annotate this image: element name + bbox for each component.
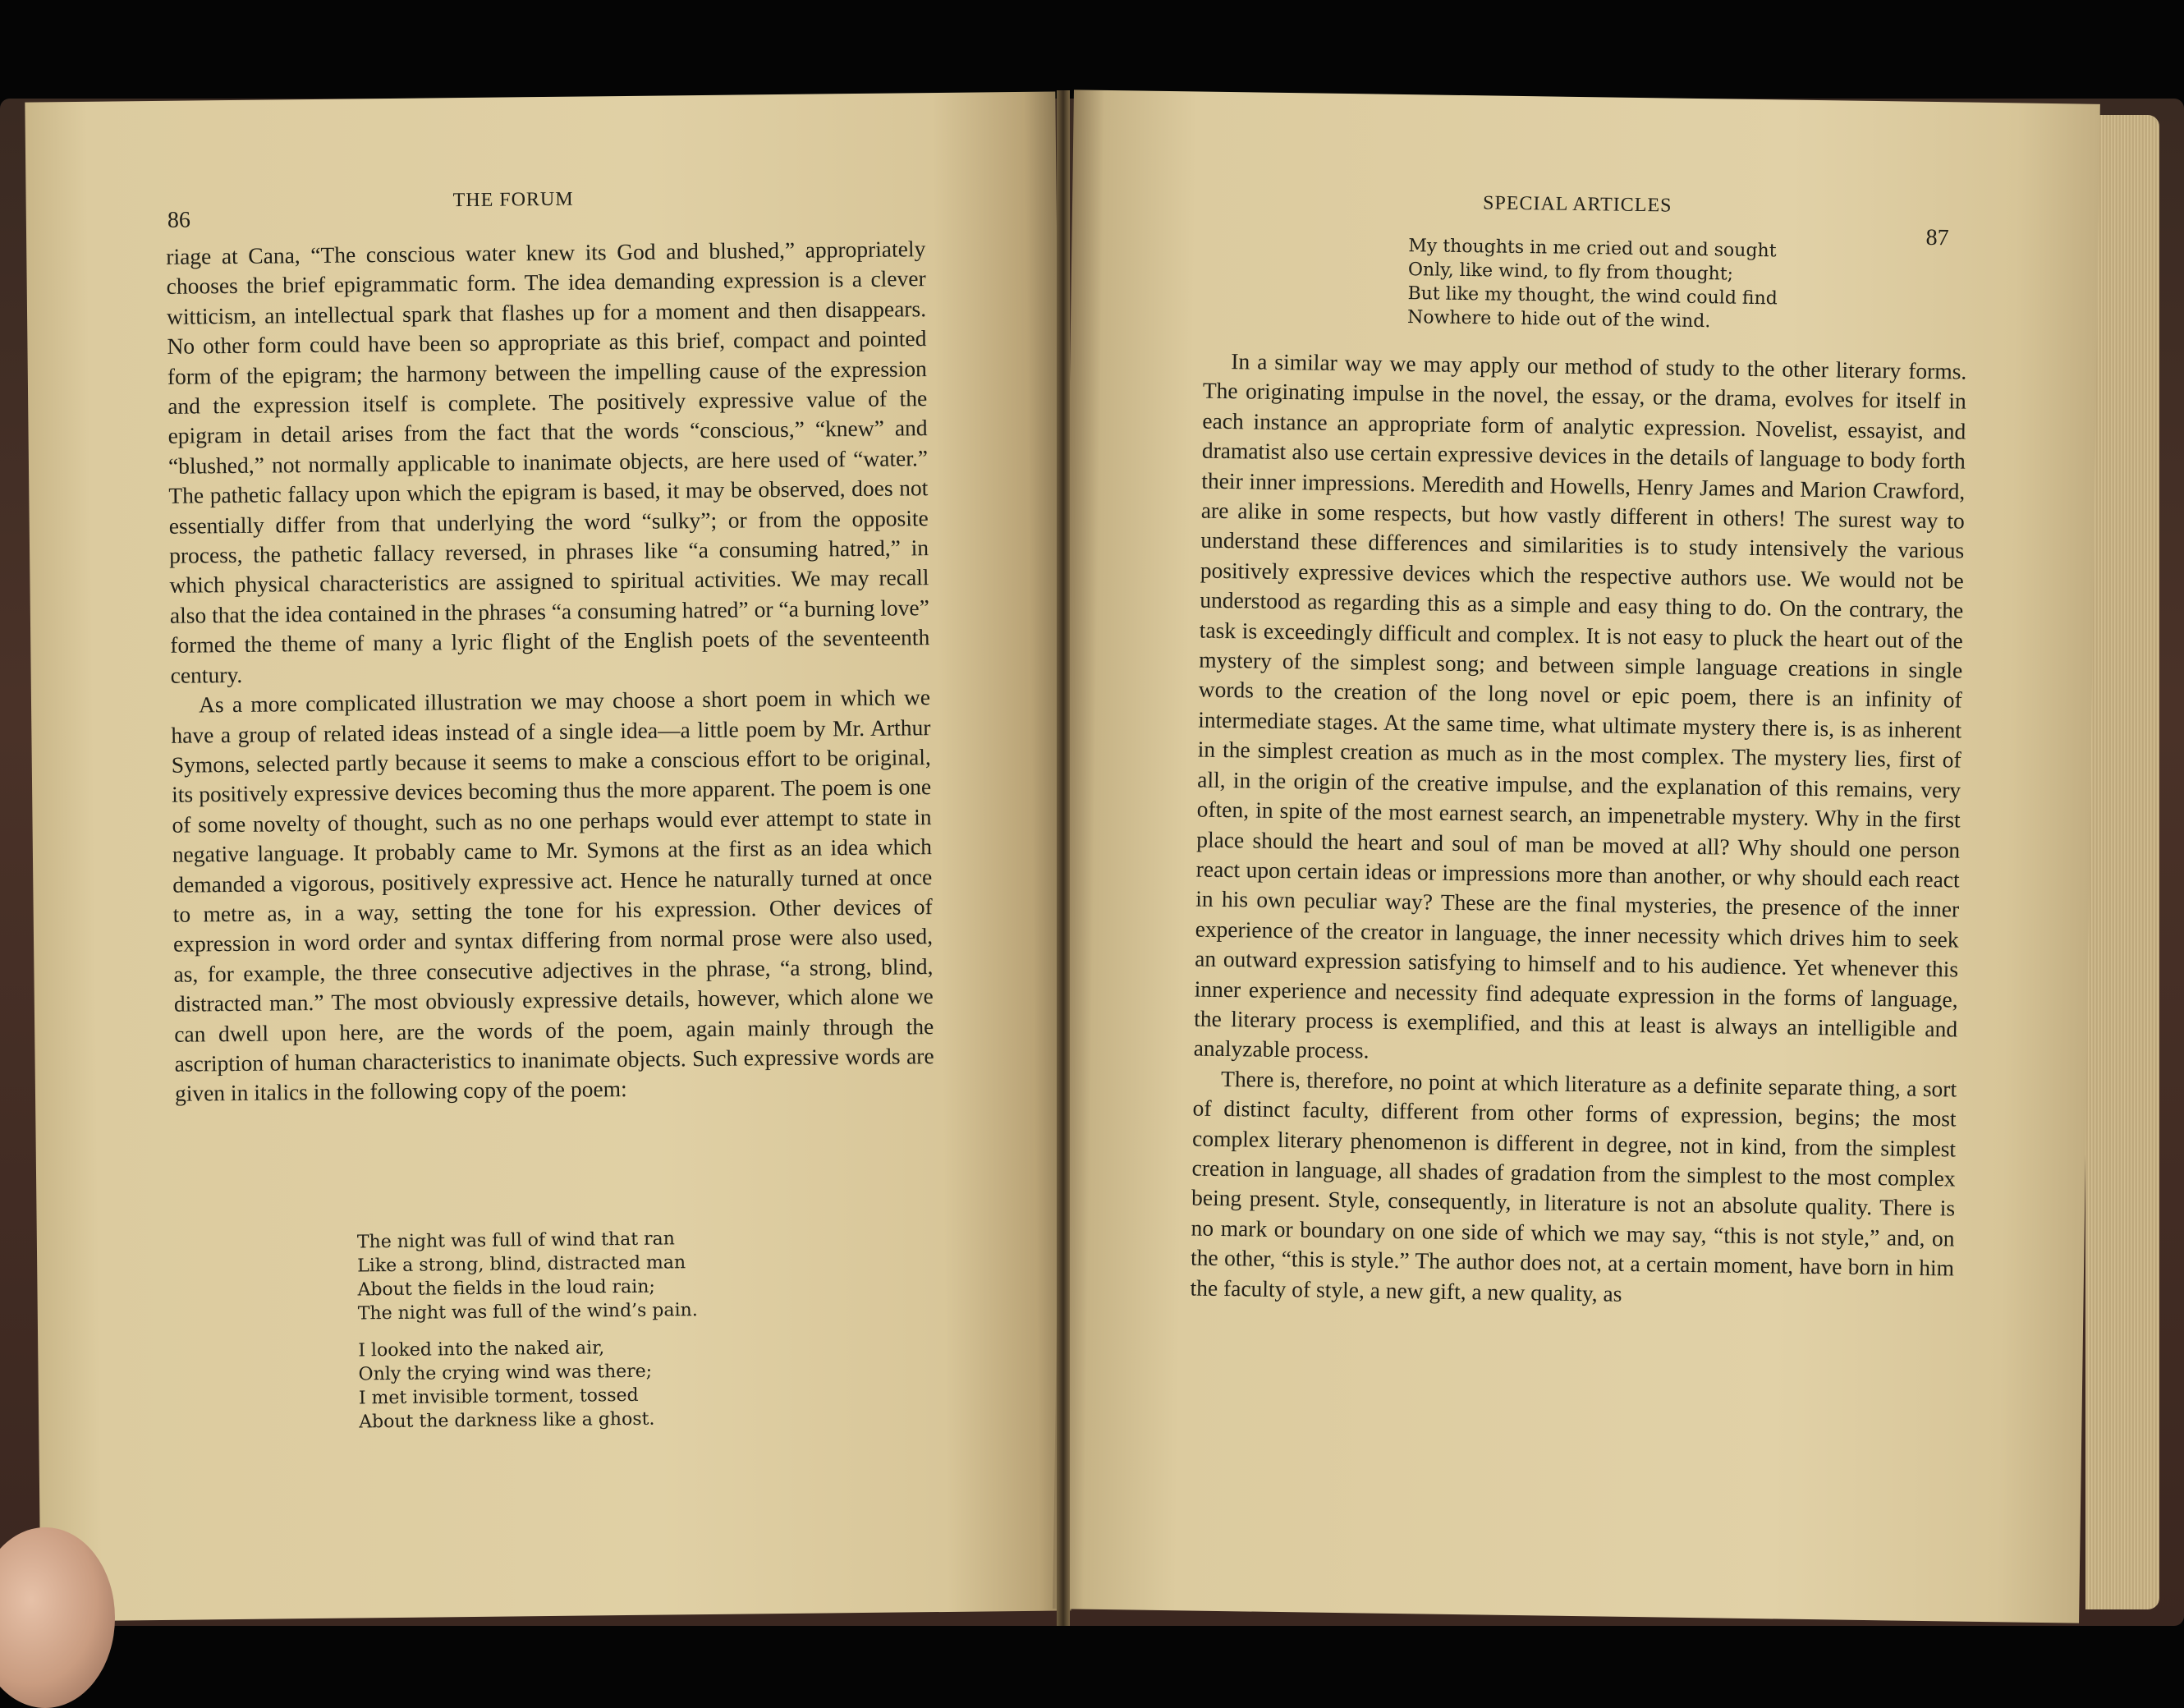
poem-line: Like a strong, blind, distracted man: [357, 1252, 686, 1277]
poem-line: About the fields in the loud rain;: [357, 1276, 655, 1301]
running-head: SPECIAL ARTICLES: [1482, 192, 1672, 217]
poem-line: Only the crying wind was there;: [358, 1361, 653, 1385]
page-number: 87: [1925, 224, 1949, 251]
paragraph: In a similar way we may apply our method of study to the other literary forms. The originating impulse in the novel, the essay, or the drama, evolves for itself in each instance an appropriate form of analytic expression. Novelist, essayist, and dramatist also use certain expressive devices in the details of language to body forth their inner impressions. Meredith and Howells, Henry James and Marion Crawford, are alike in some respects, but how vastly different in others! The surest way to understand these differences and similarities is to study intensively the various positively expressive devices which the respective authors use. We would not be understood as regarding this as a simple and easy thing to do. On the contrary, the task is exceedingly difficult and complex. It is not easy to pluck the heart out of the mystery of the simplest song; and between simple language creations in single words to the creation of the long novel or epic poem, there is an infinity of intermediate stages. At the same time, what ultimate mystery there is, is as inherent in the simplest creation as much as in the most complex. The mystery lies, first of all, in the origin of the creative impulse, and the explanation of this remains, very often, in spite of the most earnest search, an impenetrable mystery. Why in the first place should the heart and soul of man be moved at all? Why should one person react upon certain ideas or impressions more than another, or why should each react in his own peculiar way? These are the final mysteries, the presence of the inner experience of the creator in language, the inner necessity which drives him to seek an outward expression satisfying to himself and to his audience. Yet whenever this inner experience and necessity find adequate expression in the forms of language, the literary process is exemplified, and this at least is always an intelligible and analyzable process.: [1193, 348, 1967, 1063]
poem-line: About the darkness like a ghost.: [359, 1408, 655, 1433]
poem-line: My thoughts in me cried out and sought: [1408, 236, 1777, 262]
right-page: [1053, 90, 2100, 1623]
poem-line: Only, like wind, to fly from thought;: [1407, 259, 1734, 285]
stanza: [357, 1226, 769, 1325]
paragraph: riage at Cana, “The conscious water knew its God and blushed,” appropriately chooses the brief epigrammatic form. The idea demanding expression is a clever witticism, an intellectual spark that flashes up for a moment and then disappears. No other form could have been so appropriate as this brief, compact and pointed form of the epigram; the harmony between the impelling cause of the expression and the expression itself is complete. The positively expressive value of the epigram in detail arises from the fact that the words “conscious,” “knew” and “blushed,” not normally applicable to inanimate objects, are here used of “water.” The pathetic fallacy upon which the epigram is based, it may be observed, does not essentially differ from that underlying the word “sulky”; or from the opposite process, the pathetic fallacy reversed, in phrases like “a consuming hatred,” in which physical characteristics are assigned to spiritual activities. We may recall also that the idea contained in the phrases “a consuming hatred” or “a burning love” formed the theme of many a lyric flight of the English poets of the seventeenth century.: [166, 236, 930, 688]
poem-line: But like my thought, the wind could find: [1407, 283, 1778, 310]
poem: [357, 1226, 770, 1447]
paragraph: There is, therefore, no point at which literature as a definite separate thing, a sort of distinct faculty, different from other forms of expression, begins; the most complex literary phenomenon is different in degree, not in kind, from the simplest creation in language, all shades of gradation from the simplest to the most complex being present. Style, consequently, in literature is not an absolute quality. There is no mark or boundary on one side of which we may say, “this is not style,” and, on the other, “this is style.” The author does not, at a certain moment, have born in him the faculty of style, a new gift, a new quality, as: [1190, 1065, 1957, 1306]
poem-line: The night was full of wind that ran: [356, 1228, 676, 1253]
poem-line: I looked into the naked air,: [358, 1338, 605, 1361]
book-gutter: [1057, 90, 1070, 1626]
poem-line: I met invisible torment, tossed: [358, 1384, 639, 1409]
stanza: [358, 1334, 769, 1434]
stanza: [1407, 234, 1819, 335]
running-head: THE FORUM: [452, 188, 574, 212]
poem-continued: [1407, 234, 1819, 348]
poem-line: The night was full of the wind’s pain.: [357, 1300, 698, 1325]
body-text: [1190, 347, 1966, 1314]
page-number: 86: [167, 207, 191, 233]
poem-line: Nowhere to hide out of the wind.: [1406, 307, 1711, 333]
left-page: [25, 91, 1071, 1621]
body-text: [166, 234, 934, 1109]
paragraph: As a more complicated illustration we may choose a short poem in which we have a group of related ideas instead of a single idea—a little poem by Mr. Arthur Symons, selected partly because it seems to make a conscious effort to be original, its positively expressive devices becoming thus the more apparent. The poem is one of some novelty of thought, such as no one perhaps would ever attempt to state in negative language. It probably came to Mr. Symons at the first as an idea which demanded a vigorous, positively expressive act. Hence he naturally turned at once to metre as, in a way, setting the tone for his expression. Other devices of expression in word order and syntax differing from normal prose were also used, as, for example, the three consecutive adjectives in the phrase, “a strong, blind, distracted man.” The most obviously expressive details, however, which alone we can dwell upon here, are the words of the poem, again mainly through the ascription of human characteristics to inanimate objects. Such expressive words are given in italics in the following copy of the poem:: [171, 684, 934, 1107]
